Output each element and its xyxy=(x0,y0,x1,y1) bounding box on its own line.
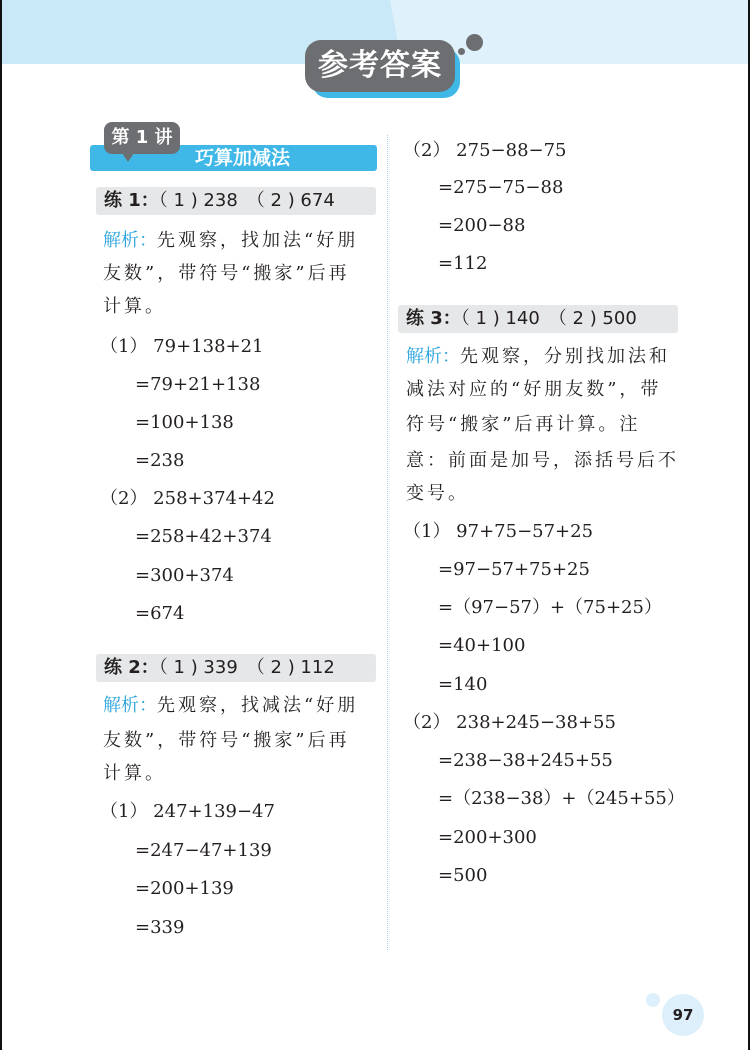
step-line: =112 xyxy=(438,253,488,274)
analysis-line: 减法对应的“好朋友数”，带 xyxy=(406,379,662,400)
analysis-text: 先观察，找加法“好朋 xyxy=(157,230,359,251)
step-line: （1） 97+75−57+25 xyxy=(403,521,594,542)
exercise-answer: （ 1 ) 140 （ 2 ) 500 xyxy=(460,308,637,329)
exercise-answer: （ 1 ) 339 （ 2 ) 112 xyxy=(158,657,335,678)
step-line: （1） 79+138+21 xyxy=(100,336,264,357)
step-line: （1） 247+139−47 xyxy=(100,801,275,822)
step-line: =200−88 xyxy=(438,215,526,236)
step-line: =200+300 xyxy=(438,827,537,848)
step-line: =674 xyxy=(135,603,185,624)
analysis-line: 计算。 xyxy=(103,296,166,317)
step-line: （2） 275−88−75 xyxy=(403,140,567,161)
exercise-label: 练 3： xyxy=(406,308,461,329)
lecture-badge: 第 1 讲 xyxy=(104,122,180,154)
page-number: 97 xyxy=(662,994,704,1036)
step-line: =97−57+75+25 xyxy=(438,559,590,580)
step-line: （2） 258+374+42 xyxy=(100,488,275,509)
step-line: （2） 238+245−38+55 xyxy=(403,712,616,733)
step-line: =40+100 xyxy=(438,635,526,656)
step-line: =238 xyxy=(135,450,185,471)
analysis-text: 先观察，找减法“好朋 xyxy=(157,695,359,716)
analysis-line xyxy=(103,229,358,253)
step-line: =（238−38）+（245+55） xyxy=(438,788,685,809)
lecture-title: 巧算加减法 xyxy=(195,147,291,169)
analysis-line xyxy=(406,345,670,369)
analysis-label: 解析： xyxy=(103,230,157,251)
page-title: 参考答案 xyxy=(305,40,455,92)
analysis-line xyxy=(103,694,358,718)
exercise-2-answer xyxy=(96,654,376,682)
exercise-1-answer xyxy=(96,187,376,215)
analysis-line: 符号“搬家”后再计算。注 xyxy=(406,414,641,435)
analysis-line: 友数”，带符号“搬家”后再 xyxy=(103,730,350,751)
step-line: =339 xyxy=(135,917,185,938)
decor-dot-icon xyxy=(458,48,465,55)
step-line: =258+42+374 xyxy=(135,526,272,547)
analysis-line: 友数”，带符号“搬家”后再 xyxy=(103,263,350,284)
step-line: =247−47+139 xyxy=(135,840,272,861)
analysis-label: 解析： xyxy=(406,346,460,367)
step-line: =300+374 xyxy=(135,565,234,586)
analysis-line: 意：前面是加号，添括号后不 xyxy=(406,450,679,471)
exercise-3-answer xyxy=(398,305,678,333)
analysis-line: 计算。 xyxy=(103,763,166,784)
step-line: =（97−57）+（75+25） xyxy=(438,597,662,618)
analysis-text: 先观察，分别找加法和 xyxy=(460,346,670,367)
analysis-line: 变号。 xyxy=(406,483,469,504)
exercise-answer: （ 1 ) 238 （ 2 ) 674 xyxy=(158,190,335,211)
column-divider xyxy=(387,135,388,950)
exercise-label: 练 2： xyxy=(104,657,159,678)
analysis-label: 解析： xyxy=(103,695,157,716)
step-line: =500 xyxy=(438,865,488,886)
step-line: =238−38+245+55 xyxy=(438,750,613,771)
step-line: =79+21+138 xyxy=(135,374,261,395)
step-line: =140 xyxy=(438,674,488,695)
exercise-label: 练 1： xyxy=(104,190,159,211)
step-line: =275−75−88 xyxy=(438,177,564,198)
step-line: =200+139 xyxy=(135,878,234,899)
step-line: =100+138 xyxy=(135,412,234,433)
decor-dot-icon xyxy=(466,34,483,51)
decor-dot-icon xyxy=(646,993,660,1007)
